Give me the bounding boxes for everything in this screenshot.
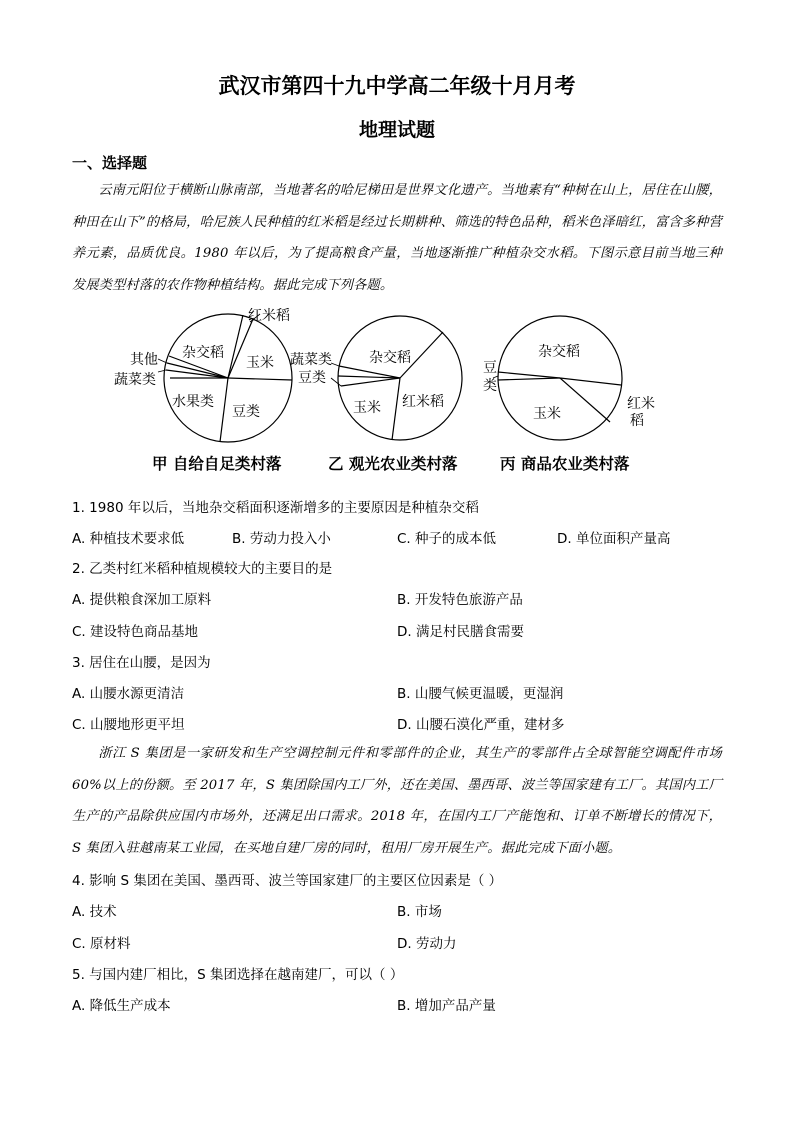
pie3-label-hongmi-2: 稻 [630, 413, 644, 429]
section-heading: 一、选择题 [72, 154, 148, 172]
q3-option-d[interactable]: D. 山腰石漠化严重，建材多 [397, 717, 565, 733]
pie-chart-jia [114, 307, 292, 442]
caption-jia: 甲 自给自足类村落 [152, 455, 282, 473]
question-5: 5. 与国内建厂相比，S 集团选择在越南建厂，可以（ ） [72, 967, 404, 983]
pie1-label-yumi: 玉米 [246, 355, 274, 371]
subject-title: 地理试题 [358, 119, 435, 141]
pie3-label-doulei-2: 类 [483, 378, 497, 394]
passage-2: 浙江 S 集团是一家研发和生产空调控制元件和零部件的企业，其生产的零部件占全球智能空调配件市场 60%以上的份额。至 2017 年，S 集团除国内工厂外，还在美国、墨西哥、波兰等国家建有工厂。其国内工厂生产的产品除供应国内市场外，还满足出口需求。2018 年，在国内工厂产能饱和、订单不断增长的情况下，S 集团入驻越南某工业园，在买地自建厂房的同时，租用厂房开展生产。据此完成下面小题。 [72, 746, 722, 856]
pie3-label-doulei-1: 豆 [483, 360, 497, 376]
q2-option-d[interactable]: D. 满足村民膳食需要 [397, 624, 524, 640]
q1-option-c[interactable]: C. 种子的成本低 [397, 531, 497, 547]
pie1-label-qita: 其他 [130, 352, 158, 368]
pie-chart-yi [290, 316, 462, 440]
q3-option-b[interactable]: B. 山腰气候更温暖，更湿润 [397, 686, 564, 702]
pie3-label-yumi: 玉米 [533, 406, 561, 422]
q5-option-a[interactable]: A. 降低生产成本 [72, 998, 171, 1014]
pie1-label-shuiguo: 水果类 [172, 394, 214, 410]
pie2-label-shucai: 蔬菜类 [290, 352, 332, 368]
q1-option-a[interactable]: A. 种植技术要求低 [72, 531, 185, 547]
pie2-label-hongmidao: 红米稻 [402, 394, 444, 410]
pie1-label-hongmidao: 红米稻 [248, 308, 290, 324]
question-1: 1. 1980 年以后，当地杂交稻面积逐渐增多的主要原因是种植杂交稻 [72, 500, 479, 516]
pie2-label-zajiaodao: 杂交稻 [369, 350, 411, 366]
question-3: 3. 居住在山腰，是因为 [72, 655, 211, 671]
pie-chart-bing [483, 316, 655, 440]
q2-option-c[interactable]: C. 建设特色商品基地 [72, 624, 199, 640]
caption-yi: 乙 观光农业类村落 [328, 455, 458, 473]
caption-bing: 丙 商品农业类村落 [500, 455, 630, 473]
question-4: 4. 影响 S 集团在美国、墨西哥、波兰等国家建厂的主要区位因素是（ ） [72, 873, 503, 889]
pie2-label-doulei: 豆类 [298, 370, 326, 386]
q4-option-b[interactable]: B. 市场 [397, 904, 442, 920]
exam-title: 武汉市第四十九中学高二年级十月月考 [218, 73, 576, 98]
q1-option-d[interactable]: D. 单位面积产量高 [557, 531, 671, 547]
pie2-label-yumi: 玉米 [353, 400, 381, 416]
pie3-label-hongmi-1: 红米 [627, 396, 655, 412]
pie3-label-zajiaodao: 杂交稻 [538, 344, 580, 360]
q5-option-b[interactable]: B. 增加产品产量 [397, 998, 496, 1014]
q4-option-a[interactable]: A. 技术 [72, 904, 117, 920]
pie1-label-doulei: 豆类 [232, 404, 260, 420]
passage-1: 云南元阳位于横断山脉南部，当地著名的哈尼梯田是世界文化遗产。当地素有“种树在山上，居住在山腰，种田在山下”的格局，哈尼族人民种植的红米稻是经过长期耕种、筛选的特色品种，稻米色泽暗红，富含多种营养元素，品质优良。1980 年以后，为了提高粮食产量，当地逐渐推广种植杂交水稻。下图示意目前当地三种发展类型村落的农作物种植结构。据此完成下列各题。 [72, 183, 722, 293]
q3-option-c[interactable]: C. 山腰地形更平坦 [72, 717, 185, 733]
q1-option-b[interactable]: B. 劳动力投入小 [232, 531, 331, 547]
question-2: 2. 乙类村红米稻种植规模较大的主要目的是 [72, 561, 333, 577]
pie1-label-shucai: 蔬菜类 [114, 372, 156, 388]
pie-charts [100, 300, 680, 480]
q2-option-a[interactable]: A. 提供粮食深加工原料 [72, 592, 212, 608]
q3-option-a[interactable]: A. 山腰水源更清洁 [72, 686, 185, 702]
q4-option-c[interactable]: C. 原材料 [72, 936, 131, 952]
q2-option-b[interactable]: B. 开发特色旅游产品 [397, 592, 523, 608]
pie1-label-zajiaodao: 杂交稻 [182, 345, 224, 361]
q4-option-d[interactable]: D. 劳动力 [397, 936, 457, 952]
